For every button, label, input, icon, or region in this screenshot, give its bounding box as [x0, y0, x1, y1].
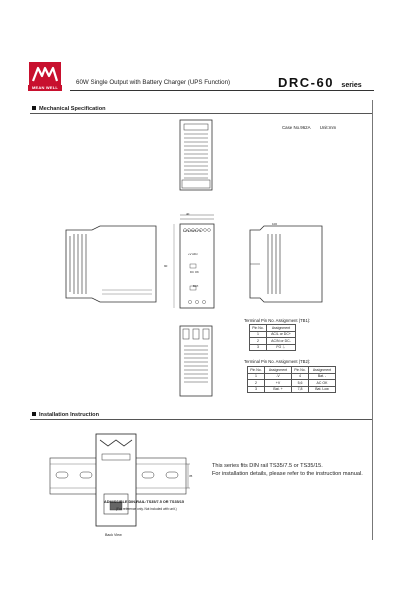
table-cell: FG ⏚: [267, 344, 296, 351]
side-view-left-drawing: [62, 224, 162, 304]
table-cell: Bat. +: [265, 386, 292, 393]
series-suffix: series: [341, 82, 362, 89]
side-view-right-drawing: [246, 224, 326, 304]
series-name: DRC-60: [278, 75, 334, 90]
installation-line-1: This series fits DIN rail TS35/7.5 or TS35/15.: [212, 463, 323, 469]
table-cell: 1: [248, 373, 265, 380]
document-title: 60W Single Output with Battery Charger (UPS Function): [76, 79, 231, 86]
installation-section-heading: [32, 412, 99, 418]
mechanical-section-rule: [30, 113, 372, 114]
front-dc-ok-label: DC OK: [190, 270, 199, 274]
installation-text: [212, 462, 363, 478]
table-cell: +V: [265, 380, 292, 387]
table-cell: Bat. -: [309, 373, 336, 380]
din-rail-installation-drawing: [44, 428, 194, 528]
brand-logo-text: MEAN WELL: [28, 85, 62, 91]
section-bullet-icon: [32, 412, 36, 416]
tb2-table: [247, 366, 336, 393]
mechanical-section-heading: [32, 106, 106, 112]
top-view-drawing: [178, 118, 214, 198]
installation-section-rule: [30, 419, 372, 420]
din-rail-label: ADMISSIBLE DIN-RAIL:TS35/7.5 OR TS35/15: [104, 500, 184, 504]
back-view-label: Back View: [105, 533, 122, 537]
front-bat-label: BAT.: [193, 284, 199, 288]
front-terminal-numbers: 1 2 3 4 5 6 7 8: [183, 229, 201, 233]
table-cell: Bat. Low: [309, 386, 336, 393]
table-cell: AC OK: [309, 380, 336, 387]
table-cell: 2: [248, 380, 265, 387]
tb1-table: [249, 324, 296, 351]
table-cell: -V: [265, 373, 292, 380]
case-number: Case No.962A: [282, 125, 311, 130]
table-header-cell: Pin No.: [292, 367, 309, 374]
dim-height-label: 90: [164, 264, 168, 268]
table-cell: 1: [250, 331, 267, 338]
unit-label: Unit:mm: [319, 125, 337, 130]
table-row: [250, 344, 296, 351]
table-cell: 7,8: [292, 386, 309, 393]
table-header-cell: Pin No.: [248, 367, 265, 374]
table-cell: 3: [250, 344, 267, 351]
brand-logo: [29, 62, 61, 86]
table-header-cell: Pin No.: [250, 325, 267, 332]
din-rail-note: (For reference only. Not included with unit.): [116, 507, 177, 511]
dim-depth-label: 100: [272, 222, 278, 226]
table-header-cell: Assignment: [309, 367, 336, 374]
tb2-caption: Terminal Pin No. Assignment (TB2):: [244, 359, 311, 364]
table-cell: 2: [250, 338, 267, 345]
table-cell: 5,6: [292, 380, 309, 387]
dim-width-label: 40: [186, 212, 190, 216]
case-info: [282, 125, 344, 130]
installation-line-2: For installation details, please refer to the instruction manual.: [212, 471, 363, 477]
tb1-caption: Terminal Pin No. Assignment (TB1):: [244, 318, 311, 323]
mechanical-section-title: Mechanical Specification: [39, 106, 106, 112]
table-cell: AC/N or DC-: [267, 338, 296, 345]
header-rule: [70, 90, 374, 91]
table-header-cell: Assignment: [265, 367, 292, 374]
bottom-view-drawing: [178, 324, 214, 404]
table-cell: 3: [248, 386, 265, 393]
table-header-cell: Assignment: [267, 325, 296, 332]
section-bullet-icon: [32, 106, 36, 110]
front-v-adj-label: +V ADJ.: [188, 252, 199, 256]
table-cell: 4: [292, 373, 309, 380]
table-row: [248, 386, 336, 393]
right-margin-rule: [372, 100, 373, 540]
din-rail-35-dim: 35: [189, 474, 193, 478]
table-cell: AC/L or DC+: [267, 331, 296, 338]
installation-section-title: Installation Instruction: [39, 412, 99, 418]
